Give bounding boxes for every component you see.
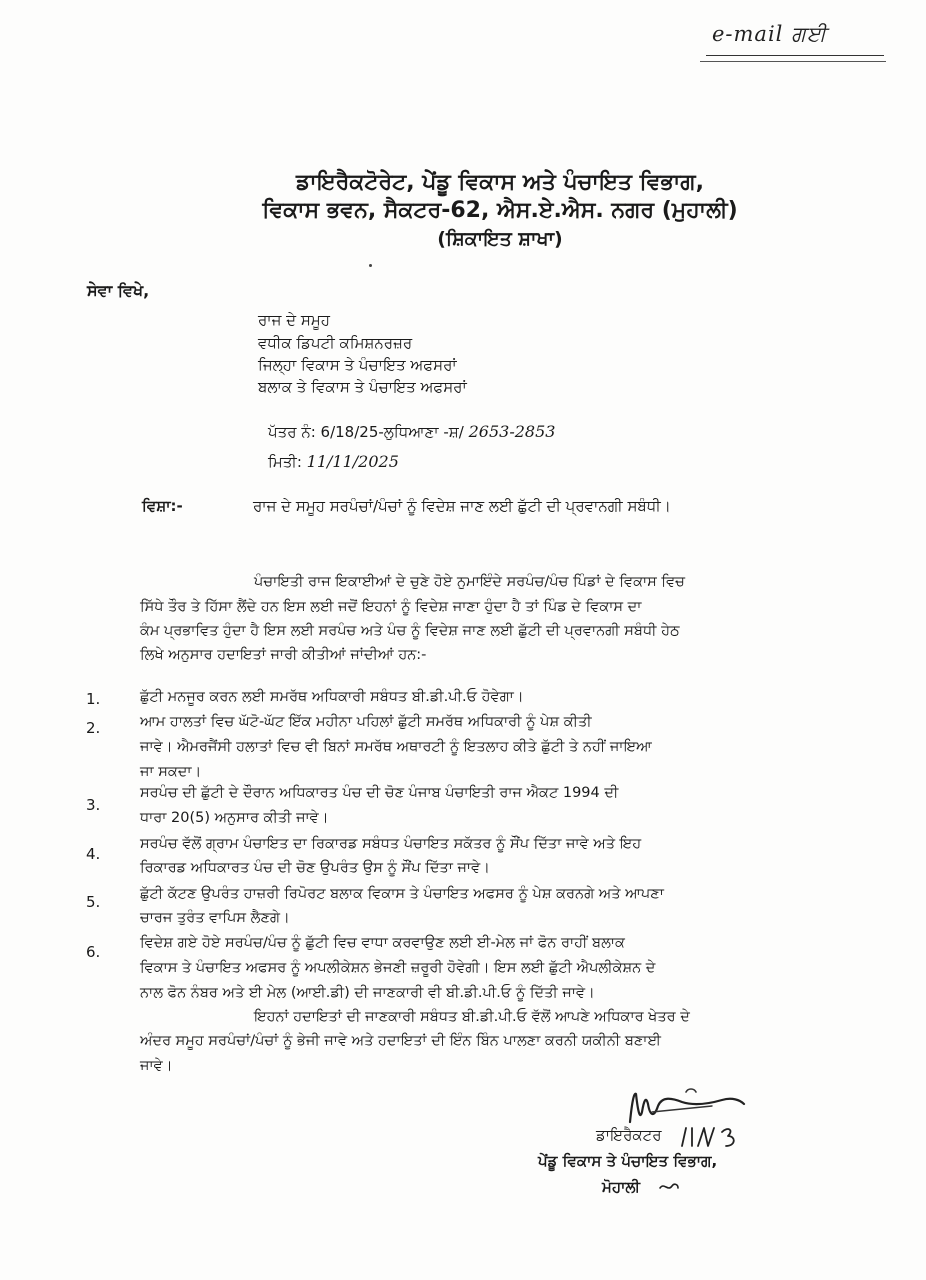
addressee-line-2: ਵਧੀਕ ਡਿਪਟੀ ਕਮਿਸ਼ਨਰਜ਼ਰ bbox=[258, 334, 413, 352]
item-3-line-1: ਸਰਪੰਚ ਦੀ ਛੁੱਟੀ ਦੇ ਦੌਰਾਨ ਅਧਿਕਾਰਤ ਪੰਚ ਦੀ ਚੋਣ ਪੰਜਾਬ ਪੰਚਾਇਤੀ ਰਾਜ ਐਕਟ 1994 ਦੀ bbox=[140, 785, 619, 801]
item-6-line-3: ਨਾਲ ਫੋਨ ਨੰਬਰ ਅਤੇ ਈ ਮੇਲ (ਆਈ.ਡੀ) ਦੀ ਜਾਣਕਾਰੀ ਵੀ ਬੀ.ਡੀ.ਪੀ.ਓ ਨੂੰ ਦਿੱਤੀ ਜਾਵੇ। bbox=[140, 985, 595, 1001]
intro-line-4: ਲਿਖੇ ਅਨੁਸਾਰ ਹਦਾਇਤਾਂ ਜਾਰੀ ਕੀਤੀਆਂ ਜਾਂਦੀਆਂ ਹਨ:- bbox=[140, 647, 427, 663]
ink-dot bbox=[369, 264, 372, 267]
intro-line-2: ਸਿੱਧੇ ਤੌਰ ਤੇ ਹਿੱਸਾ ਲੈਂਦੇ ਹਨ ਇਸ ਲਈ ਜਦੋਂ ਇਹਨਾਂ ਨੂੰ ਵਿਦੇਸ਼ ਜਾਣਾ ਹੁੰਦਾ ਹੈ ਤਾਂ ਪਿੰਡ ਦੇ ਵਿਕਾਸ ਦਾ bbox=[140, 599, 642, 615]
addressee-line-1: ਰਾਜ ਦੇ ਸਮੂਹ bbox=[258, 311, 330, 329]
handwritten-email-note: e-mail ਗਈ bbox=[712, 22, 828, 46]
item-6-line-1: ਵਿਦੇਸ਼ ਗਏ ਹੋਏ ਸਰਪੰਚ/ਪੰਚ ਨੂੰ ਛੁੱਟੀ ਵਿਚ ਵਾਧਾ ਕਰਵਾਉਣ ਲਈ ਈ-ਮੇਲ ਜਾਂ ਫੋਨ ਰਾਹੀਂ ਬਲਾਕ bbox=[140, 935, 625, 951]
handwritten-underline-2 bbox=[700, 61, 886, 62]
item-3-line-2: ਧਾਰਾ 20(5) ਅਨੁਸਾਰ ਕੀਤੀ ਜਾਵੇ। bbox=[140, 810, 329, 826]
salutation: ਸੇਵਾ ਵਿਖੇ, bbox=[87, 281, 150, 300]
handwritten-initials bbox=[678, 1124, 748, 1150]
item-2-line-1: ਆਮ ਹਾਲਤਾਂ ਵਿਚ ਘੱਟੋ-ਘੱਟ ਇੱਕ ਮਹੀਨਾ ਪਹਿਲਾਂ ਛੁੱਟੀ ਸਮਰੱਥ ਅਧਿਕਾਰੀ ਨੂੰ ਪੇਸ਼ ਕੀਤੀ bbox=[140, 714, 592, 730]
item-6-line-2: ਵਿਕਾਸ ਤੇ ਪੰਚਾਇਤ ਅਫਸਰ ਨੂੰ ਅਪਲੀਕੇਸ਼ਨ ਭੇਜਣੀ ਜ਼ਰੂਰੀ ਹੋਵੇਗੀ। ਇਸ ਲਈ ਛੁੱਟੀ ਐਪਲੀਕੇਸ਼ਨ ਦੇ bbox=[140, 960, 656, 976]
letter-number-label: ਪੱਤਰ ਨੰ: 6/18/25-ਲੁਧਿਆਣਾ -ਸ਼/ bbox=[268, 423, 464, 441]
letter-number bbox=[268, 422, 555, 441]
item-4-line-1: ਸਰਪੰਚ ਵੱਲੋਂ ਗ੍ਰਾਮ ਪੰਚਾਇਤ ਦਾ ਰਿਕਾਰਡ ਸਬੰਧਤ ਪੰਚਾਇਤ ਸਕੱਤਰ ਨੂੰ ਸੌਂਪ ਦਿੱਤਾ ਜਾਵੇ ਅਤੇ ਇਹ bbox=[140, 836, 642, 852]
addressee-line-3: ਜਿਲ੍ਹਾ ਵਿਕਾਸ ਤੇ ਪੰਚਾਇਤ ਅਫਸਰਾਂ bbox=[258, 356, 457, 374]
item-number-6: 6. bbox=[86, 943, 101, 961]
closing-line-3: ਜਾਵੇ। bbox=[140, 1058, 173, 1074]
item-number-5: 5. bbox=[86, 893, 101, 911]
header-line-1: ਡਾਇਰੈਕਟੋਰੇਟ, ਪੇਂਡੂ ਵਿਕਾਸ ਅਤੇ ਪੰਚਾਇਤ ਵਿਭਾਗ, bbox=[296, 170, 704, 195]
subject-label: ਵਿਸ਼ਾ:- bbox=[142, 497, 183, 515]
item-5-line-2: ਚਾਰਜ ਤੁਰੰਤ ਵਾਪਿਸ ਲੈਣਗੇ। bbox=[140, 910, 290, 926]
signatory-place: ਮੋਹਾਲੀ bbox=[602, 1178, 641, 1196]
signatory-department: ਪੇਂਡੂ ਵਿਕਾਸ ਤੇ ਪੰਚਾਇਤ ਵਿਭਾਗ, bbox=[538, 1152, 718, 1170]
handwritten-mark bbox=[658, 1180, 680, 1194]
letter-date-handwritten: 11/11/2025 bbox=[306, 452, 399, 471]
item-1-line-1: ਛੁੱਟੀ ਮਨਜੂਰ ਕਰਨ ਲਈ ਸਮਰੱਥ ਅਧਿਕਾਰੀ ਸਬੰਧਤ ਬੀ.ਡੀ.ਪੀ.ਓ ਹੋਵੇਗਾ। bbox=[140, 689, 524, 705]
item-4-line-2: ਰਿਕਾਰਡ ਅਧਿਕਾਰਤ ਪੰਚ ਦੀ ਚੋਣ ਉਪਰੰਤ ਉਸ ਨੂੰ ਸੌਂਪ ਦਿੱਤਾ ਜਾਵੇ। bbox=[140, 860, 490, 876]
signatory-title: ਡਾਇਰੈਕਟਰ bbox=[596, 1126, 662, 1144]
intro-line-3: ਕੰਮ ਪ੍ਰਭਾਵਿਤ ਹੁੰਦਾ ਹੈ ਇਸ ਲਈ ਸਰਪੰਚ ਅਤੇ ਪੰਚ ਨੂੰ ਵਿਦੇਸ਼ ਜਾਣ ਲਈ ਛੁੱਟੀ ਦੀ ਪ੍ਰਵਾਨਗੀ ਸਬੰਧੀ ਹੇਠ bbox=[140, 623, 680, 639]
addressee-line-4: ਬਲਾਕ ਤੇ ਵਿਕਾਸ ਤੇ ਪੰਚਾਇਤ ਅਫਸਰਾਂ bbox=[258, 378, 467, 396]
intro-line-1: ਪੰਚਾਇਤੀ ਰਾਜ ਇਕਾਈਆਂ ਦੇ ਚੁਣੇ ਹੋਏ ਨੁਮਾਇੰਦੇ ਸਰਪੰਚ/ਪੰਚ ਪਿੰਡਾਂ ਦੇ ਵਿਕਾਸ ਵਿਚ bbox=[254, 574, 685, 590]
header-line-2: ਵਿਕਾਸ ਭਵਨ, ਸੈਕਟਰ-62, ਐਸ.ਏ.ਐਸ. ਨਗਰ (ਮੁਹਾਲੀ) bbox=[262, 198, 738, 223]
closing-line-2: ਅੰਦਰ ਸਮੂਹ ਸਰਪੰਚਾਂ/ਪੰਚਾਂ ਨੂੰ ਭੇਜੀ ਜਾਵੇ ਅਤੇ ਹਦਾਇਤਾਂ ਦੀ ਇੰਨ ਬਿੰਨ ਪਾਲਣਾ ਕਰਨੀ ਯਕੀਨੀ ਬਣਾਈ bbox=[140, 1033, 661, 1049]
item-2-line-2: ਜਾਵੇ। ਐਮਰਜੈਂਸੀ ਹਲਾਤਾਂ ਵਿਚ ਵੀ ਬਿਨਾਂ ਸਮਰੱਥ ਅਥਾਰਟੀ ਨੂੰ ਇਤਲਾਹ ਕੀਤੇ ਛੁੱਟੀ ਤੇ ਨਹੀਂ ਜਾਇਆ bbox=[140, 739, 652, 755]
item-number-4: 4. bbox=[86, 845, 101, 863]
item-5-line-1: ਛੁੱਟੀ ਕੱਟਣ ਉਪਰੰਤ ਹਾਜ਼ਰੀ ਰਿਪੋਰਟ ਬਲਾਕ ਵਿਕਾਸ ਤੇ ਪੰਚਾਇਤ ਅਫਸਰ ਨੂੰ ਪੇਸ਼ ਕਰਨਗੇ ਅਤੇ ਆਪਣਾ bbox=[140, 886, 664, 902]
item-number-1: 1. bbox=[86, 690, 101, 708]
letter-date bbox=[268, 452, 399, 471]
item-2-line-3: ਜਾ ਸਕਦਾ। bbox=[140, 764, 202, 780]
item-number-2: 2. bbox=[86, 719, 101, 737]
closing-line-1: ਇਹਨਾਂ ਹਦਾਇਤਾਂ ਦੀ ਜਾਣਕਾਰੀ ਸਬੰਧਤ ਬੀ.ਡੀ.ਪੀ.ਓ ਵੱਲੋਂ ਆਪਣੇ ਅਧਿਕਾਰ ਖੇਤਰ ਦੇ bbox=[254, 1009, 690, 1025]
letter-number-handwritten: 2653-2853 bbox=[468, 422, 556, 441]
letter-date-label: ਮਿਤੀ: bbox=[268, 453, 302, 471]
handwritten-underline bbox=[706, 55, 884, 56]
item-number-3: 3. bbox=[86, 796, 101, 814]
header-line-3: (ਸ਼ਿਕਾਇਤ ਸ਼ਾਖਾ) bbox=[437, 228, 563, 250]
subject-text: ਰਾਜ ਦੇ ਸਮੂਹ ਸਰਪੰਚਾਂ/ਪੰਚਾਂ ਨੂੰ ਵਿਦੇਸ਼ ਜਾਣ ਲਈ ਛੁੱਟੀ ਦੀ ਪ੍ਰਵਾਨਗੀ ਸਬੰਧੀ। bbox=[253, 497, 671, 515]
